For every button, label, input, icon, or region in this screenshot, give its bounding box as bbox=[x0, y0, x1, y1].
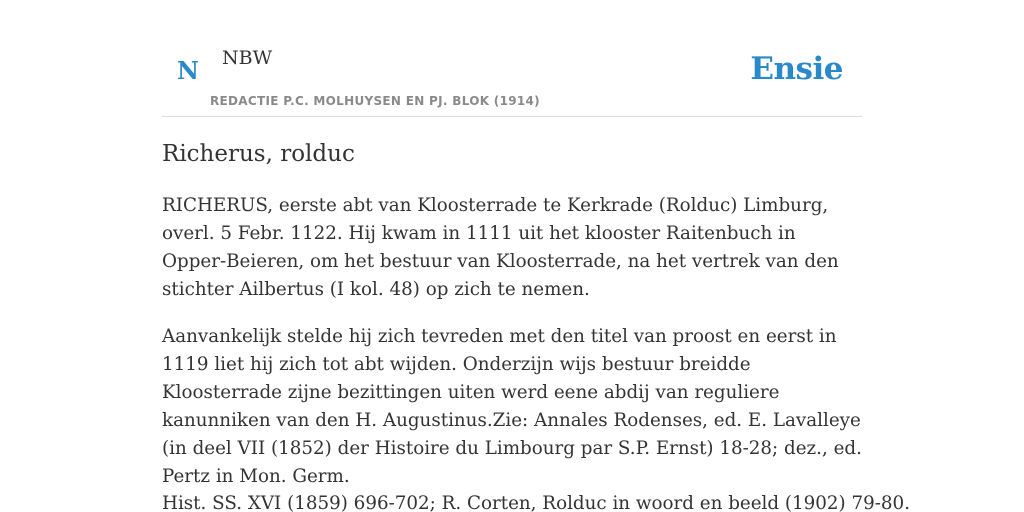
source-logo[interactable]: N bbox=[177, 56, 199, 85]
source-subtitle: REDACTIE P.C. MOLHUYSEN EN PJ. BLOK (1914) bbox=[210, 94, 540, 108]
article-paragraph: Hist. SS. XVI (1859) 696-702; R. Corten, Rolduc in woord en beeld (1902) 79-80. bbox=[162, 493, 911, 512]
article-paragraph: RICHERUS, eerste abt van Kloosterrade te Kerkrade (Rolduc) Limburg, overl. 5 Febr. 1122. Hij kwam in 1111 uit het klooster Raitenbuch in Opper-Beieren, om het bestuur van Kloosterrade, na het vertrek van den stichter Ailbertus (I kol. 48) op zich te nemen. bbox=[162, 195, 839, 300]
source-header bbox=[162, 0, 862, 117]
brand-logo[interactable]: Ensie bbox=[750, 51, 843, 87]
source-name[interactable]: NBW bbox=[222, 47, 273, 69]
article-title: Richerus, rolduc bbox=[162, 141, 355, 167]
article-paragraph: Aanvankelijk stelde hij zich tevreden met den titel van proost en eerst in 1119 liet hij zich tot abt wijden. Onderzijn wijs bestuur breidde Kloosterrade zijne bezittingen uiten werd eene abdij van reguliere kanunniken van den H. Augustinus.Zie: Annales Rodenses, ed. E. Lavalleye (in deel VII (1852) der Histoire du Limbourg par S.P. Ernst) 18-28; dez., ed. Pertz in Mon. Germ. bbox=[162, 326, 862, 487]
